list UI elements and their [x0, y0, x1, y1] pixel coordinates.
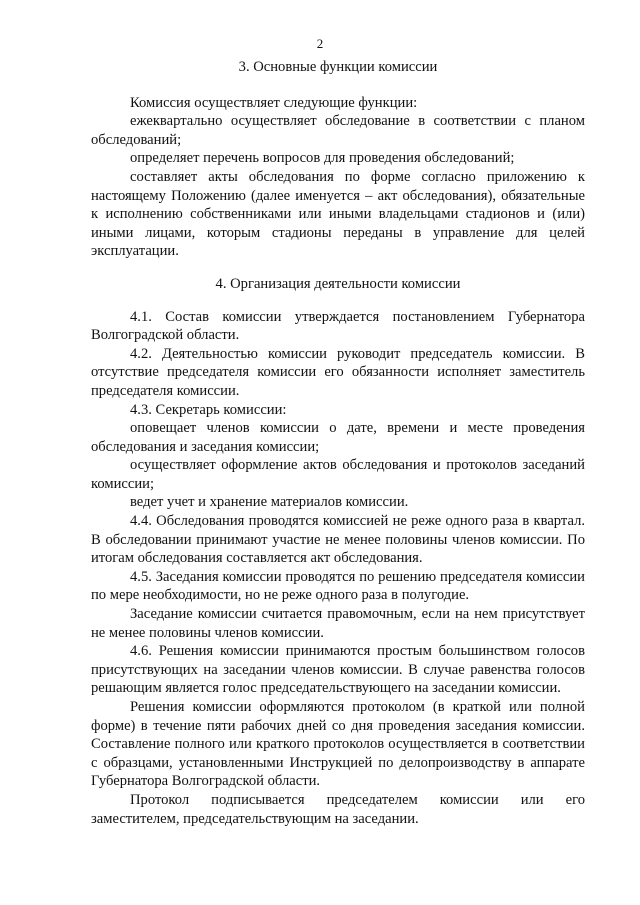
paragraph: определяет перечень вопросов для проведения обследований; [130, 150, 515, 167]
paragraph: Протокол подписывается председателем комиссии или его заместителем, председательствующим на заседании. [91, 791, 585, 827]
paragraph: 4.5. Заседания комиссии проводятся по решению председателя комиссии по мере необходимости, но не реже одного раза в полугодие. [91, 568, 585, 604]
paragraph: 4.1. Состав комиссии утверждается постановлением Губернатора Волгоградской области. [91, 308, 585, 344]
section-4-title: 4. Организация деятельности комиссии [215, 275, 461, 292]
paragraph: составляет акты обследования по форме согласно приложению к настоящему Положению (далее именуется – акт обследования), обязательные к исполнению собственниками или иными владельцами стадионов и (или) иными лицами, которым стадионы переданы в управление для целей эксплуатации. [91, 168, 585, 260]
paragraph: 4.2. Деятельностью комиссии руководит председатель комиссии. В отсутствие председателя комиссии его обязанности исполняет заместитель председателя комиссии. [91, 345, 585, 399]
document-body [91, 58, 585, 828]
paragraph: оповещает членов комиссии о дате, времени и месте проведения обследования и заседания комиссии; [91, 420, 585, 455]
paragraph: Комиссия осуществляет следующие функции: [130, 94, 418, 111]
page-number: 2 [316, 36, 324, 51]
paragraph: ежеквартально осуществляет обследование в соответствии с планом обследований; [91, 113, 585, 148]
paragraph: 4.6. Решения комиссии принимаются простым большинством голосов присутствующих на заседании членов комиссии. В случае равенства голосов решающим является голос председательствующего на заседании комиссии. [91, 643, 585, 697]
paragraph: 4.3. Секретарь комиссии: [130, 401, 287, 418]
paragraph: Заседание комиссии считается правомочным, если на нем присутствует не менее половины членов комиссии. [91, 606, 585, 641]
section-4-body [91, 308, 585, 829]
paragraph: Решения комиссии оформляются протоколом (в краткой или полной форме) в течение пяти рабочих дней со дня проведения заседания комиссии. Составление полного или краткого протоколов осуществляется в соответствии с образцами, установленными Инструкцией по делопроизводству в аппарате Губернатора Волгоградской области. [91, 699, 585, 790]
paragraph: 4.4. Обследования проводятся комиссией не реже одного раза в квартал. В обследовании принимают участие не менее половины членов комиссии. По итогам обследования составляется акт обследования. [91, 513, 585, 567]
section-3-body [91, 94, 585, 261]
paragraph: осуществляет оформление актов обследования и протоколов заседаний комиссии; [91, 457, 585, 492]
section-3-title: 3. Основные функции комиссии [238, 59, 438, 75]
paragraph: ведет учет и хранение материалов комиссии. [130, 494, 409, 511]
